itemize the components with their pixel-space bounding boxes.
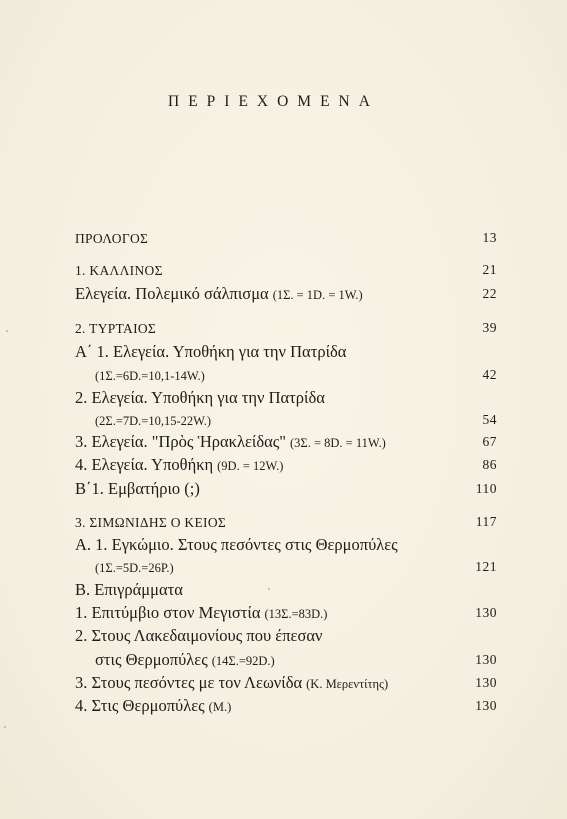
- page-number: 54: [482, 412, 497, 427]
- entry-title: ΠΡΟΛΟΓΟΣ: [75, 231, 149, 246]
- toc-section-simonides: [75, 512, 497, 532]
- entry-title: 3. Στους πεσόντες με τον Λεωνίδα: [75, 673, 303, 692]
- scan-speck: [4, 726, 6, 728]
- toc-entry-epitaph-megistias: [75, 603, 497, 623]
- page-title: ΠΕΡΙΕΧΟΜΕΝΑ: [168, 93, 379, 110]
- entry-title: Β΄1. Εμβατήριο (;): [75, 479, 200, 498]
- toc-entry-elegy-4: [75, 455, 497, 475]
- toc-entry-elegy-battle-call: [75, 284, 497, 304]
- entry-title: Ελεγεία. Πολεμικό σάλπισμα: [75, 284, 269, 303]
- entry-note: (Κ. Μερεντίτης): [306, 677, 389, 691]
- toc-entry-elegy-2: [75, 388, 497, 408]
- page-number: 21: [482, 262, 497, 277]
- page-number: 130: [475, 652, 497, 667]
- toc-entry-thermopylae: [75, 696, 497, 716]
- entry-note: (13Σ.=83D.): [264, 607, 328, 621]
- page-number: 22: [482, 286, 497, 301]
- toc-entry-leonidas: [75, 673, 497, 693]
- page-number: 110: [475, 481, 497, 496]
- entry-title: Α΄ 1. Ελεγεία. Υποθήκη για την Πατρίδα: [75, 342, 347, 361]
- entry-note: (14Σ.=92D.): [211, 654, 275, 668]
- scan-speck: [268, 588, 270, 590]
- page-number: 130: [475, 675, 497, 690]
- entry-title: 1. Επιτύμβιο στον Μεγιστία: [75, 603, 261, 622]
- toc-section-kallinos: [75, 260, 497, 280]
- entry-title: 3. Ελεγεία. "Πρὸς Ἡρακλείδας": [75, 432, 287, 451]
- toc-entry-elegy-3: [75, 432, 497, 452]
- entry-note: (1Σ. = 1D. = 1W.): [272, 288, 363, 302]
- page-number: 86: [482, 457, 497, 472]
- page-number: 67: [482, 434, 497, 449]
- page-number: 130: [475, 698, 497, 713]
- page-number: 117: [475, 514, 497, 529]
- entry-title: στις Θερμοπύλες: [95, 650, 208, 669]
- entry-title: 2. Ελεγεία. Υποθήκη για την Πατρίδα: [75, 388, 325, 407]
- entry-note: (9D. = 12W.): [217, 459, 284, 473]
- toc-entry-lacedaemonians-cont: [75, 650, 497, 670]
- entry-title: 1. ΚΑΛΛΙΝΟΣ: [75, 263, 163, 278]
- entry-note: (Μ.): [208, 700, 232, 714]
- toc-subsection-epigrams: [75, 580, 497, 600]
- entry-note: (1Σ.=5D.=26P.): [95, 561, 174, 575]
- entry-title: 3. ΣΙΜΩΝΙΔΗΣ Ο ΚΕΙΟΣ: [75, 515, 227, 530]
- entry-title: 2. Στους Λακεδαιμονίους που έπεσαν: [75, 626, 323, 645]
- toc-entry-elegy-2-ref: [75, 410, 497, 430]
- toc-entry-prologos: [75, 228, 497, 248]
- entry-title: 2. ΤΥΡΤΑΙΟΣ: [75, 321, 157, 336]
- page-number: 121: [475, 559, 497, 574]
- toc-section-tyrtaios: [75, 318, 497, 338]
- entry-title: 4. Στις Θερμοπύλες: [75, 696, 205, 715]
- toc-entry-elegy-1-ref: [75, 365, 497, 385]
- toc-entry-march: [75, 479, 497, 499]
- entry-note: (2Σ.=7D.=10,15-22W.): [95, 414, 212, 428]
- toc-entry-encomium-ref: [75, 557, 497, 577]
- toc-entry-elegy-1: [75, 342, 497, 362]
- entry-title: Β. Επιγράμματα: [75, 580, 183, 599]
- page-number: 42: [482, 367, 497, 382]
- page-number: 39: [482, 320, 497, 335]
- toc-entry-encomium: [75, 535, 497, 555]
- entry-note: (3Σ. = 8D. = 11W.): [290, 436, 386, 450]
- entry-title: Α. 1. Εγκώμιο. Στους πεσόντες στις Θερμοπύλες: [75, 535, 398, 554]
- page-number: 130: [475, 605, 497, 620]
- entry-note: (1Σ.=6D.=10,1-14W.): [95, 369, 205, 383]
- entry-title: 4. Ελεγεία. Υποθήκη: [75, 455, 214, 474]
- scan-speck: [6, 330, 8, 332]
- toc-entry-lacedaemonians: [75, 626, 497, 646]
- page-number: 13: [482, 230, 497, 245]
